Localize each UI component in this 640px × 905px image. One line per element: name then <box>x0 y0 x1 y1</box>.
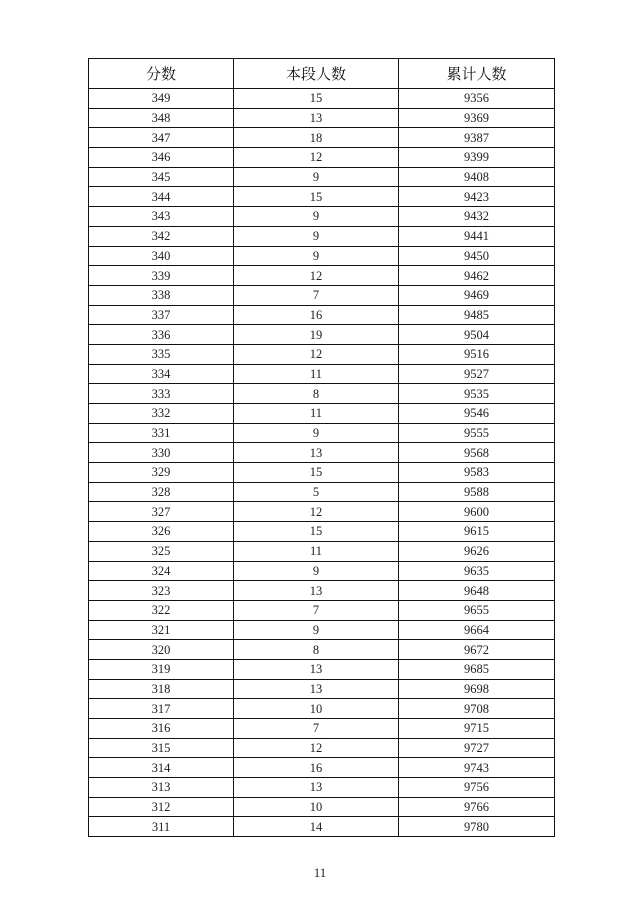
cell-segment-count: 18 <box>234 128 399 148</box>
cell-score: 328 <box>89 482 234 502</box>
cell-score: 323 <box>89 581 234 601</box>
cell-segment-count: 19 <box>234 325 399 345</box>
cell-segment-count: 12 <box>234 738 399 758</box>
table-row <box>89 246 555 266</box>
cell-segment-count: 11 <box>234 404 399 424</box>
cell-score: 336 <box>89 325 234 345</box>
cell-segment-count: 13 <box>234 679 399 699</box>
cell-segment-count: 11 <box>234 541 399 561</box>
cell-score: 347 <box>89 128 234 148</box>
table-row <box>89 640 555 660</box>
cell-cumulative-count: 9780 <box>399 817 555 837</box>
cell-score: 321 <box>89 620 234 640</box>
cell-segment-count: 15 <box>234 463 399 483</box>
cell-cumulative-count: 9615 <box>399 522 555 542</box>
cell-cumulative-count: 9756 <box>399 778 555 798</box>
cell-segment-count: 8 <box>234 384 399 404</box>
cell-score: 331 <box>89 423 234 443</box>
cell-segment-count: 11 <box>234 364 399 384</box>
cell-score: 326 <box>89 522 234 542</box>
cell-score: 333 <box>89 384 234 404</box>
cell-cumulative-count: 9546 <box>399 404 555 424</box>
table-row <box>89 699 555 719</box>
cell-segment-count: 15 <box>234 89 399 109</box>
cell-segment-count: 9 <box>234 561 399 581</box>
cell-cumulative-count: 9672 <box>399 640 555 660</box>
cell-segment-count: 7 <box>234 285 399 305</box>
cell-score: 335 <box>89 344 234 364</box>
cell-segment-count: 7 <box>234 719 399 739</box>
cell-segment-count: 13 <box>234 778 399 798</box>
cell-cumulative-count: 9441 <box>399 226 555 246</box>
cell-segment-count: 7 <box>234 600 399 620</box>
table-row <box>89 738 555 758</box>
table-row <box>89 679 555 699</box>
cell-cumulative-count: 9635 <box>399 561 555 581</box>
cell-segment-count: 9 <box>234 423 399 443</box>
cell-cumulative-count: 9715 <box>399 719 555 739</box>
cell-score: 342 <box>89 226 234 246</box>
cell-score: 332 <box>89 404 234 424</box>
table-row <box>89 541 555 561</box>
cell-score: 337 <box>89 305 234 325</box>
cell-segment-count: 14 <box>234 817 399 837</box>
table-row <box>89 600 555 620</box>
cell-cumulative-count: 9387 <box>399 128 555 148</box>
cell-segment-count: 12 <box>234 344 399 364</box>
cell-score: 345 <box>89 167 234 187</box>
cell-cumulative-count: 9568 <box>399 443 555 463</box>
cell-score: 340 <box>89 246 234 266</box>
cell-cumulative-count: 9626 <box>399 541 555 561</box>
cell-cumulative-count: 9555 <box>399 423 555 443</box>
cell-segment-count: 15 <box>234 522 399 542</box>
cell-cumulative-count: 9516 <box>399 344 555 364</box>
cell-segment-count: 10 <box>234 699 399 719</box>
table-row <box>89 89 555 109</box>
page-number: 11 <box>313 865 327 880</box>
cell-segment-count: 12 <box>234 502 399 522</box>
cell-segment-count: 12 <box>234 266 399 286</box>
header-segment-count: 本段人数 <box>234 59 399 89</box>
table-row <box>89 344 555 364</box>
header-cumulative-count: 累计人数 <box>399 59 555 89</box>
table-row <box>89 325 555 345</box>
cell-cumulative-count: 9432 <box>399 207 555 227</box>
cell-score: 349 <box>89 89 234 109</box>
table-row <box>89 226 555 246</box>
cell-score: 320 <box>89 640 234 660</box>
cell-cumulative-count: 9504 <box>399 325 555 345</box>
table-row <box>89 167 555 187</box>
cell-segment-count: 15 <box>234 187 399 207</box>
cell-segment-count: 13 <box>234 659 399 679</box>
cell-cumulative-count: 9743 <box>399 758 555 778</box>
cell-score: 311 <box>89 817 234 837</box>
cell-score: 327 <box>89 502 234 522</box>
table-row <box>89 659 555 679</box>
cell-score: 329 <box>89 463 234 483</box>
cell-cumulative-count: 9369 <box>399 108 555 128</box>
table-row <box>89 207 555 227</box>
table-row <box>89 561 555 581</box>
cell-cumulative-count: 9600 <box>399 502 555 522</box>
cell-score: 339 <box>89 266 234 286</box>
cell-segment-count: 10 <box>234 797 399 817</box>
table-row <box>89 581 555 601</box>
cell-score: 343 <box>89 207 234 227</box>
cell-cumulative-count: 9527 <box>399 364 555 384</box>
header-score: 分数 <box>89 59 234 89</box>
cell-score: 338 <box>89 285 234 305</box>
cell-segment-count: 12 <box>234 148 399 168</box>
table-row <box>89 522 555 542</box>
table-row <box>89 266 555 286</box>
cell-cumulative-count: 9648 <box>399 581 555 601</box>
table-row <box>89 384 555 404</box>
table-row <box>89 502 555 522</box>
cell-score: 330 <box>89 443 234 463</box>
cell-cumulative-count: 9708 <box>399 699 555 719</box>
cell-segment-count: 13 <box>234 108 399 128</box>
cell-segment-count: 8 <box>234 640 399 660</box>
score-distribution-table <box>88 58 555 837</box>
cell-cumulative-count: 9399 <box>399 148 555 168</box>
cell-score: 324 <box>89 561 234 581</box>
cell-cumulative-count: 9535 <box>399 384 555 404</box>
cell-segment-count: 16 <box>234 305 399 325</box>
table-row <box>89 620 555 640</box>
cell-cumulative-count: 9766 <box>399 797 555 817</box>
table-header-row <box>89 59 555 89</box>
cell-cumulative-count: 9485 <box>399 305 555 325</box>
cell-segment-count: 16 <box>234 758 399 778</box>
table-row <box>89 148 555 168</box>
cell-cumulative-count: 9408 <box>399 167 555 187</box>
cell-cumulative-count: 9423 <box>399 187 555 207</box>
cell-score: 313 <box>89 778 234 798</box>
table-row <box>89 463 555 483</box>
cell-segment-count: 13 <box>234 581 399 601</box>
table-row <box>89 817 555 837</box>
table-row <box>89 108 555 128</box>
table-row <box>89 364 555 384</box>
cell-score: 334 <box>89 364 234 384</box>
cell-cumulative-count: 9664 <box>399 620 555 640</box>
cell-score: 315 <box>89 738 234 758</box>
cell-segment-count: 5 <box>234 482 399 502</box>
cell-score: 318 <box>89 679 234 699</box>
cell-score: 314 <box>89 758 234 778</box>
table-row <box>89 797 555 817</box>
cell-segment-count: 13 <box>234 443 399 463</box>
cell-score: 325 <box>89 541 234 561</box>
cell-score: 312 <box>89 797 234 817</box>
cell-score: 317 <box>89 699 234 719</box>
cell-cumulative-count: 9462 <box>399 266 555 286</box>
table-row <box>89 128 555 148</box>
cell-score: 319 <box>89 659 234 679</box>
table-row <box>89 482 555 502</box>
table-row <box>89 758 555 778</box>
table-row <box>89 285 555 305</box>
cell-cumulative-count: 9698 <box>399 679 555 699</box>
cell-cumulative-count: 9655 <box>399 600 555 620</box>
cell-segment-count: 9 <box>234 207 399 227</box>
cell-cumulative-count: 9469 <box>399 285 555 305</box>
cell-cumulative-count: 9356 <box>399 89 555 109</box>
table-body <box>89 89 555 837</box>
cell-cumulative-count: 9450 <box>399 246 555 266</box>
cell-cumulative-count: 9583 <box>399 463 555 483</box>
cell-segment-count: 9 <box>234 226 399 246</box>
table-row <box>89 187 555 207</box>
table-row <box>89 443 555 463</box>
cell-score: 348 <box>89 108 234 128</box>
cell-score: 322 <box>89 600 234 620</box>
cell-cumulative-count: 9727 <box>399 738 555 758</box>
cell-segment-count: 9 <box>234 620 399 640</box>
table-row <box>89 423 555 443</box>
table-row <box>89 778 555 798</box>
table-row <box>89 305 555 325</box>
cell-score: 316 <box>89 719 234 739</box>
cell-score: 344 <box>89 187 234 207</box>
cell-segment-count: 9 <box>234 246 399 266</box>
cell-cumulative-count: 9588 <box>399 482 555 502</box>
table-row <box>89 719 555 739</box>
cell-score: 346 <box>89 148 234 168</box>
table-row <box>89 404 555 424</box>
cell-segment-count: 9 <box>234 167 399 187</box>
cell-cumulative-count: 9685 <box>399 659 555 679</box>
